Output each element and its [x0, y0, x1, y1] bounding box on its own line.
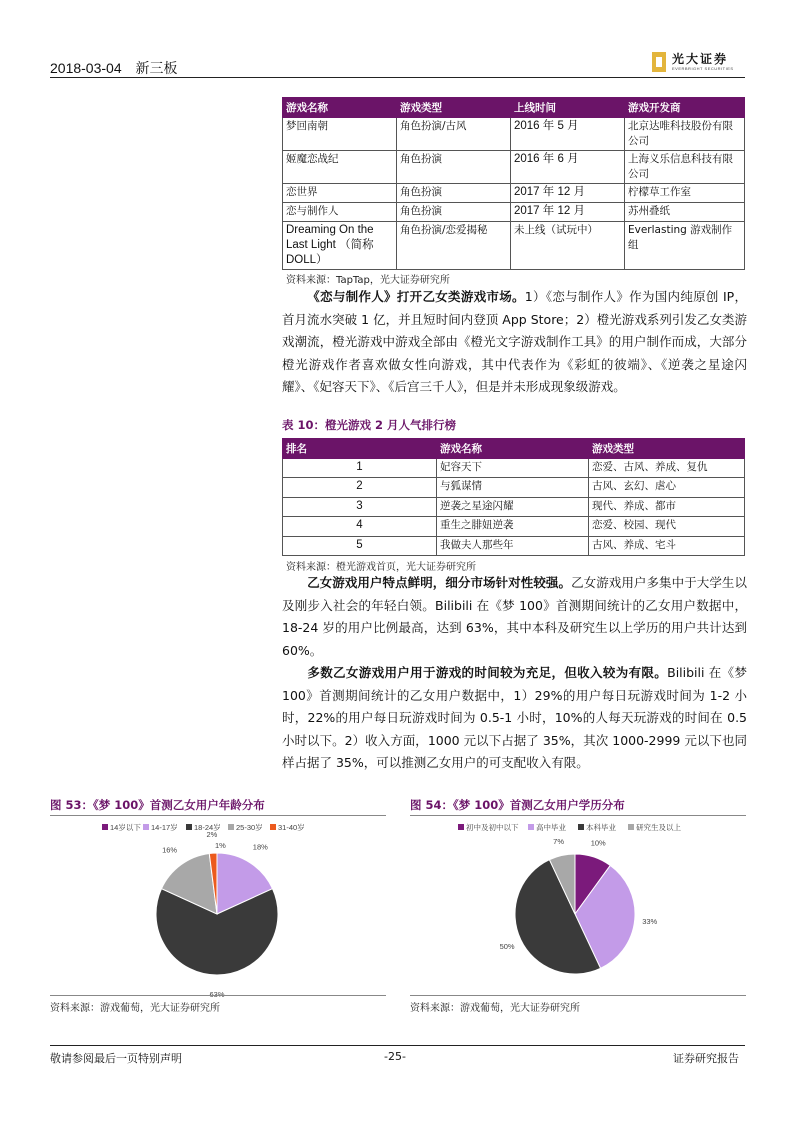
table-cell: 角色扮演/古风: [397, 118, 511, 151]
table-row: [283, 184, 745, 203]
slice-label: 18%: [252, 842, 268, 852]
footer-disclaimer: 敬请参阅最后一页特别声明: [50, 1052, 182, 1065]
slice-label: 16%: [162, 845, 178, 855]
footer-report-type: 证券研究报告: [673, 1052, 739, 1065]
header-meta: [50, 58, 188, 78]
table-cell: 角色扮演: [397, 151, 511, 184]
table-row: [283, 203, 745, 222]
legend-swatch: [270, 824, 276, 830]
slice-label: 2%: [206, 830, 218, 840]
table-cell: 逆袭之星途闪耀: [437, 497, 589, 516]
fig53-chart: [50, 818, 386, 997]
table-cell: 角色扮演/恋爱揭秘: [397, 222, 511, 270]
legend-label: 25-30岁: [236, 823, 263, 832]
slice-label: 63%: [209, 990, 225, 999]
table-cell: 重生之腓妞逆袭: [437, 517, 589, 536]
table-cell: 2016 年 6 月: [511, 151, 625, 184]
logo-mark-icon: [652, 52, 666, 72]
paragraph-body: 1）《恋与制作人》作为国内纯原创 IP，首月流水突破 1 亿，并且短时间内登顶 App Store；2）橙光游戏系列引发乙女类游戏潮流，橙光游戏中游戏全部由《橙光文字游戏制作工具》的用户制作而成，大部分橙光游戏作者喜欢做女性向游戏，其中代表作为《彩虹的彼端》、《逆袭之星途闪耀》、《妃容天下》、《后宫三千人》，但是并未形成现象级游戏。: [282, 289, 747, 395]
table-cell: 2017 年 12 月: [511, 184, 625, 203]
table-row: [283, 478, 745, 497]
legend-label: 研究生及以上: [636, 823, 681, 832]
slice-label: 7%: [553, 836, 565, 846]
paragraph-user-traits: [282, 572, 747, 662]
paragraph-otome-market: [282, 286, 747, 399]
legend-item: [102, 822, 141, 832]
brand-name-cn: 光大证券: [672, 52, 729, 66]
paragraph-lead: 多数乙女游戏用户用于游戏的时间较为充足，但收入较为有限。: [307, 665, 668, 680]
table-cell: 1: [283, 459, 437, 478]
legend-item: [628, 822, 681, 832]
table-cell: 恋爱、校园、现代: [589, 517, 745, 536]
table-cell: 3: [283, 497, 437, 516]
legend-swatch: [186, 824, 192, 830]
fig54-source: 资料来源：游戏葡萄，光大证券研究所: [410, 1003, 580, 1014]
table-cell: 2017 年 12 月: [511, 203, 625, 222]
legend-item: [228, 822, 263, 832]
table-cell: 我做夫人那些年: [437, 536, 589, 555]
table2-caption: 表 10：橙光游戏 2 月人气排行榜: [282, 418, 457, 432]
fig54-bottom-rule: [410, 995, 746, 996]
table-cell: 姬魔恋战纪: [283, 151, 397, 184]
table-cell: 未上线（试玩中）: [511, 222, 625, 270]
paragraph-time-income: [282, 662, 747, 775]
table-cell: 与狐谋情: [437, 478, 589, 497]
paragraph-lead: 《恋与制作人》打开乙女类游戏市场。: [307, 289, 525, 304]
fig53-source: 资料来源：游戏葡萄，光大证券研究所: [50, 1003, 220, 1014]
legend-swatch: [143, 824, 149, 830]
legend-swatch: [628, 824, 634, 830]
fig54-chart: [410, 818, 746, 997]
table-cell: 苏州叠纸: [625, 203, 745, 222]
table-cell: 2016 年 5 月: [511, 118, 625, 151]
table-row: [283, 151, 745, 184]
table-row: [283, 118, 745, 151]
table-header-cell: 上线时间: [511, 98, 625, 118]
table2-source: 资料来源：橙光游戏首页，光大证券研究所: [286, 562, 476, 573]
table-cell: 角色扮演: [397, 184, 511, 203]
table-cell: 2: [283, 478, 437, 497]
table-cell: 角色扮演: [397, 203, 511, 222]
table-row: [283, 222, 745, 270]
table-header-row: [283, 98, 745, 118]
header-divider: [50, 77, 745, 78]
legend-label: 18-24岁: [194, 823, 221, 832]
legend-item: [270, 822, 305, 832]
table-cell: 北京达唯科技股份有限公司: [625, 118, 745, 151]
legend-swatch: [102, 824, 108, 830]
table-header-cell: 游戏名称: [283, 98, 397, 118]
slice-label: 10%: [590, 838, 606, 848]
table-cell: 5: [283, 536, 437, 555]
legend-label: 高中毕业: [536, 823, 566, 832]
table1-source: 资料来源：TapTap，光大证券研究所: [286, 275, 450, 286]
slice-label: 1%: [215, 841, 226, 850]
legend-swatch: [528, 824, 534, 830]
fig53-bottom-rule: [50, 995, 386, 996]
table-header-cell: 排名: [283, 439, 437, 459]
paragraph-body: Bilibili 在《梦 100》首测期间统计的乙女用户数据中，1）29%的用户每日玩游戏时间为 1-2 小时，22%的用户每日玩游戏时间为 0.5-1 小时，10%的人每天玩游戏的时间在 0.5 小时以下。2）收入方面，1000 元以下占据了 35%，其次 1000-2999 元以下也同样占据了 35%，可以推测乙女用户的可支配收入有限。: [282, 665, 747, 771]
table-row: [283, 497, 745, 516]
table-cell: 梦回南朝: [283, 118, 397, 151]
slice-label: 33%: [642, 917, 658, 927]
legend-label: 本科毕业: [586, 823, 616, 832]
legend-item: [458, 822, 519, 832]
legend-swatch: [458, 824, 464, 830]
game-list-table: [282, 97, 745, 270]
footer-divider: [50, 1045, 745, 1046]
table-cell: Everlasting 游戏制作组: [625, 222, 745, 270]
paragraph-lead: 乙女游戏用户特点鲜明，细分市场针对性较强。: [307, 575, 572, 590]
table-row: [283, 517, 745, 536]
fig53-top-rule: [50, 815, 386, 816]
table-cell: 恋世界: [283, 184, 397, 203]
table-cell: 恋与制作人: [283, 203, 397, 222]
page-number: -25-: [384, 1050, 406, 1063]
table-header-cell: 游戏名称: [437, 439, 589, 459]
table-cell: 柠檬草工作室: [625, 184, 745, 203]
brand-name-en: EVERBRIGHT SECURITIES: [672, 66, 734, 71]
table-row: [283, 459, 745, 478]
table-cell: Dreaming On the Last Light （简称DOLL）: [283, 222, 397, 270]
brand-logo: [652, 50, 747, 76]
legend-item: [578, 822, 616, 832]
legend-item: [528, 822, 566, 832]
table-cell: 妃容天下: [437, 459, 589, 478]
table-cell: 古风、玄幻、虐心: [589, 478, 745, 497]
age-pie-chart: [50, 818, 386, 999]
table-cell: 上海义乐信息科技有限公司: [625, 151, 745, 184]
table-cell: 4: [283, 517, 437, 536]
table-header-cell: 游戏开发商: [625, 98, 745, 118]
table-header-row: [283, 439, 745, 459]
legend-label: 31-40岁: [278, 823, 305, 832]
legend-item: [143, 822, 178, 832]
table-header-cell: 游戏类型: [397, 98, 511, 118]
fig54-top-rule: [410, 815, 746, 816]
slice-label: 50%: [499, 941, 515, 951]
table-row: [283, 536, 745, 555]
table-cell: 现代、养成、都市: [589, 497, 745, 516]
paragraph-body: 乙女游戏用户多集中于大学生以及刚步入社会的年轻白领。Bilibili 在《梦 100》首测期间统计的乙女用户数据中，18-24 岁的用户比例最高，达到 63%，其中本科及研究生以上学历的用户共计达到 60%。: [282, 575, 747, 658]
legend-swatch: [228, 824, 234, 830]
legend-swatch: [578, 824, 584, 830]
table-header-cell: 游戏类型: [589, 439, 745, 459]
legend-label: 初中及初中以下: [466, 823, 519, 832]
report-date: 2018-03-04: [50, 60, 122, 76]
table-cell: 古风、养成、宅斗: [589, 536, 745, 555]
fig53-caption: 图 53：《梦 100》首测乙女用户年龄分布: [50, 798, 265, 812]
table-cell: 恋爱、古风、养成、复仇: [589, 459, 745, 478]
ranking-table: [282, 438, 745, 556]
report-section: 新三板: [135, 60, 178, 76]
fig54-caption: 图 54：《梦 100》首测乙女用户学历分布: [410, 798, 625, 812]
education-pie-chart: [410, 818, 746, 993]
legend-label: 14-17岁: [151, 823, 178, 832]
legend-label: 14岁以下: [110, 823, 141, 832]
